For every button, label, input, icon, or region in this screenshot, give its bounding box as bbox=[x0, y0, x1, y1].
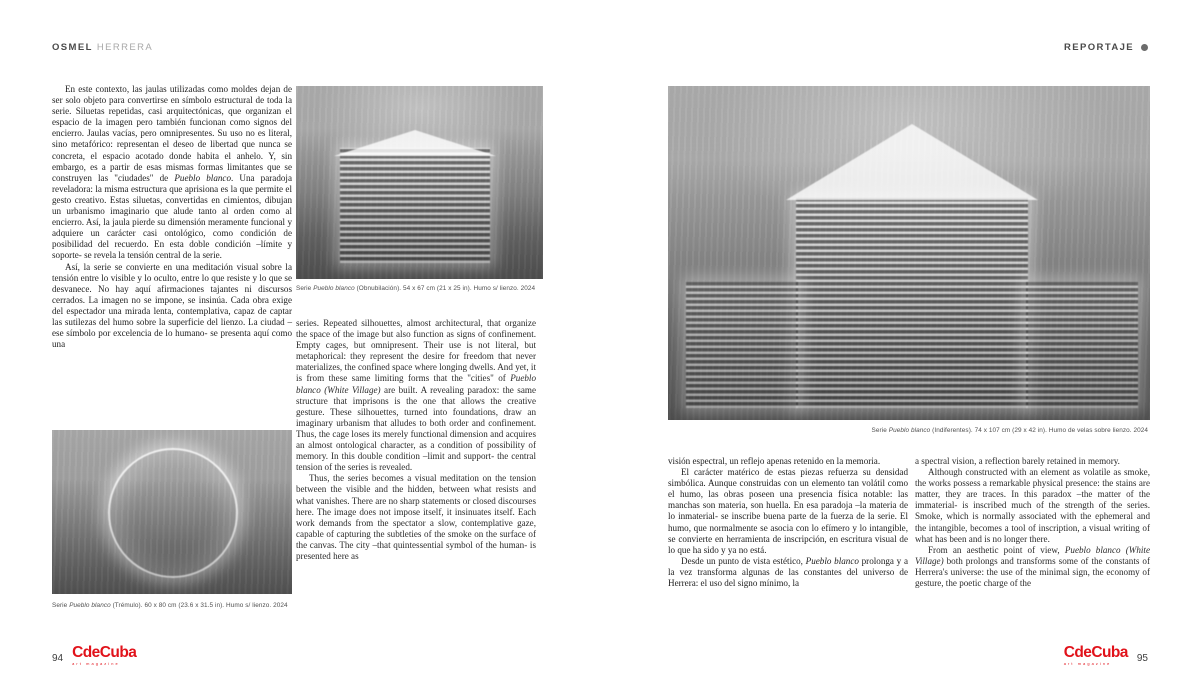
artwork-vignette bbox=[52, 430, 292, 594]
page-number: 94 bbox=[52, 653, 64, 664]
artwork-indiferentes bbox=[668, 86, 1150, 420]
artwork-vignette bbox=[668, 86, 1150, 420]
logo-wordmark: CdeCuba bbox=[72, 644, 137, 662]
folio-right bbox=[1064, 645, 1148, 666]
caption-obnubilacion: Serie Pueblo blanco (Obnubilación). 54 x 67 cm (21 x 25 in). Humo s/ lienzo. 2024 bbox=[296, 285, 536, 292]
artwork-obnubilacion bbox=[296, 86, 543, 279]
running-head-left bbox=[52, 42, 153, 53]
caption-indiferentes: Serie Pueblo blanco (Indiferentes). 74 x 107 cm (29 x 42 in). Humo de velas sobre lienzo. 2024 bbox=[871, 427, 1148, 434]
right-page-english-column bbox=[915, 456, 1150, 589]
artwork-tremulo bbox=[52, 430, 292, 594]
paragraph: visión espectral, un reflejo apenas retenido en la memoria. bbox=[668, 456, 881, 466]
running-head-artist-first: OSMEL bbox=[52, 42, 93, 53]
bullet-dot-icon bbox=[1141, 44, 1148, 51]
cdecuba-logo bbox=[1064, 645, 1128, 666]
logo-tagline: art magazine bbox=[72, 661, 120, 667]
paragraph: Although constructed with an element as volatile as smoke, the works possess a remarkable physical presence: the stains are matter, they are traces. In this paradox –the matter of the immaterial- is inscribed much of the strength of the series. Smoke, which is normally associated with the ephemeral and the intangible, becomes a tool of inscription, a visual writing of what has been and is no longer there. bbox=[915, 467, 1150, 544]
running-head-right bbox=[1064, 42, 1148, 53]
page-number: 95 bbox=[1136, 653, 1148, 664]
right-page-spanish-column bbox=[668, 456, 908, 589]
folio-left bbox=[52, 645, 136, 666]
paragraph: Desde un punto de vista estético, Pueblo blanco prolonga y a la vez transforma algunas de las constantes del universo de Herrera: el uso del signo mínimo, la bbox=[668, 555, 908, 589]
logo-wordmark: CdeCuba bbox=[1063, 644, 1128, 662]
paragraph: series. Repeated silhouettes, almost architectural, that organize the space of the image but also function as signs of confinement. Empty cages, but omnipresent. Their use is not literal, but metaphorical: they represent the desire for freedom that never materializes, the confined space where longing dwells. And yet, it is from these same limiting forms that the "cities" of Pueblo blanco (White Village) are built. A revealing paradox: the same structure that imprisons is the one that allows the creative gesture. These silhouettes, turned into foundations, draw an imaginary urbanism that alludes to both order and confinement. Thus, the cage loses its merely functional dimension and acquires an almost ontological character, as a condition of possibility of memory. In this double condition –limit and support- the central tension of the series is revealed. bbox=[296, 318, 536, 473]
paragraph: Así, la serie se convierte en una meditación visual sobre la tensión entre lo visible y lo oculto, entre lo que resiste y lo que se desvanece. No hay aquí afirmaciones tajantes ni discursos cerrados. La imagen no se impone, se insinúa. Cada obra exige del espectador una mirada lenta, contemplativa, capaz de captar las sutilezas del humo sobre la superficie del lienzo. La ciudad –ese símbolo por excelencia de lo humano- se presenta aquí como una bbox=[52, 261, 292, 350]
paragraph: a spectral vision, a reflection barely retained in memory. bbox=[915, 456, 1120, 466]
right-page bbox=[600, 0, 1200, 692]
paragraph: From an aesthetic point of view, Pueblo blanco (White Village) both prolongs and transforms some of the constants of Herrera's universe: the use of the minimal sign, the economy of gesture, the poetic charge of the bbox=[915, 544, 1150, 589]
paragraph: Thus, the series becomes a visual meditation on the tension between the visible and the hidden, between what resists and what vanishes. There are no sharp statements or closed discourses here. The image does not impose itself, it insinuates itself. Each work demands from the spectator a slow, contemplative gaze, capable of capturing the subtleties of the smoke on the surface of the canvas. The city –that quintessential symbol of the human- is presented here as bbox=[296, 473, 536, 561]
running-head-section: REPORTAJE bbox=[1064, 42, 1134, 53]
cdecuba-logo bbox=[72, 645, 136, 666]
paragraph: El carácter matérico de estas piezas refuerza su densidad simbólica. Aunque construidas con un elemento tan volátil como el humo, las obras poseen una presencia física notable: las manchas son materia, son huella. En esa paradoja –la materia de lo inmaterial- se inscribe buena parte de la fuerza de la serie. El humo, que normalmente se asocia con lo efímero y lo intangible, se convierte en herramienta de inscripción, en escritura visual de lo que ha sido y ya no está. bbox=[668, 467, 908, 555]
left-page-english-column bbox=[296, 318, 536, 562]
left-page-spanish-column bbox=[52, 84, 292, 350]
caption-tremulo: Serie Pueblo blanco (Trémulo). 60 x 80 cm (23.6 x 31.5 in). Humo s/ lienzo. 2024 bbox=[52, 602, 288, 609]
logo-tagline: art magazine bbox=[1063, 661, 1112, 667]
artwork-vignette bbox=[296, 86, 543, 279]
paragraph: En este contexto, las jaulas utilizadas como moldes dejan de ser solo objeto para convertirse en símbolo estructural de toda la serie. Siluetas repetidas, casi arquitectónicas, que organizan el espacio de la imagen pero también funcionan como signos del encierro. Jaulas vacías, pero omnipresentes. Su uso no es literal, sino metafórico: representan el deseo de libertad que nunca se concreta, el espacio acotado donde habita el anhelo. Y, sin embargo, es a partir de esas mismas formas limitantes que se construyen las "ciudades" de Pueblo blanco. Una paradoja reveladora: la misma estructura que aprisiona es la que permite el gesto creativo. Estas siluetas, convertidas en cimientos, dibujan un urbanismo imaginario que alude tanto al orden como al encierro. Así, la jaula pierde su dimensión meramente funcional y adquiere un carácter casi ontológico, como condición de posibilidad del recuerdo. En esta doble condición –límite y soporte- se revela la tensión central de la serie. bbox=[52, 84, 292, 261]
running-head-artist-last: HERRERA bbox=[96, 42, 154, 53]
